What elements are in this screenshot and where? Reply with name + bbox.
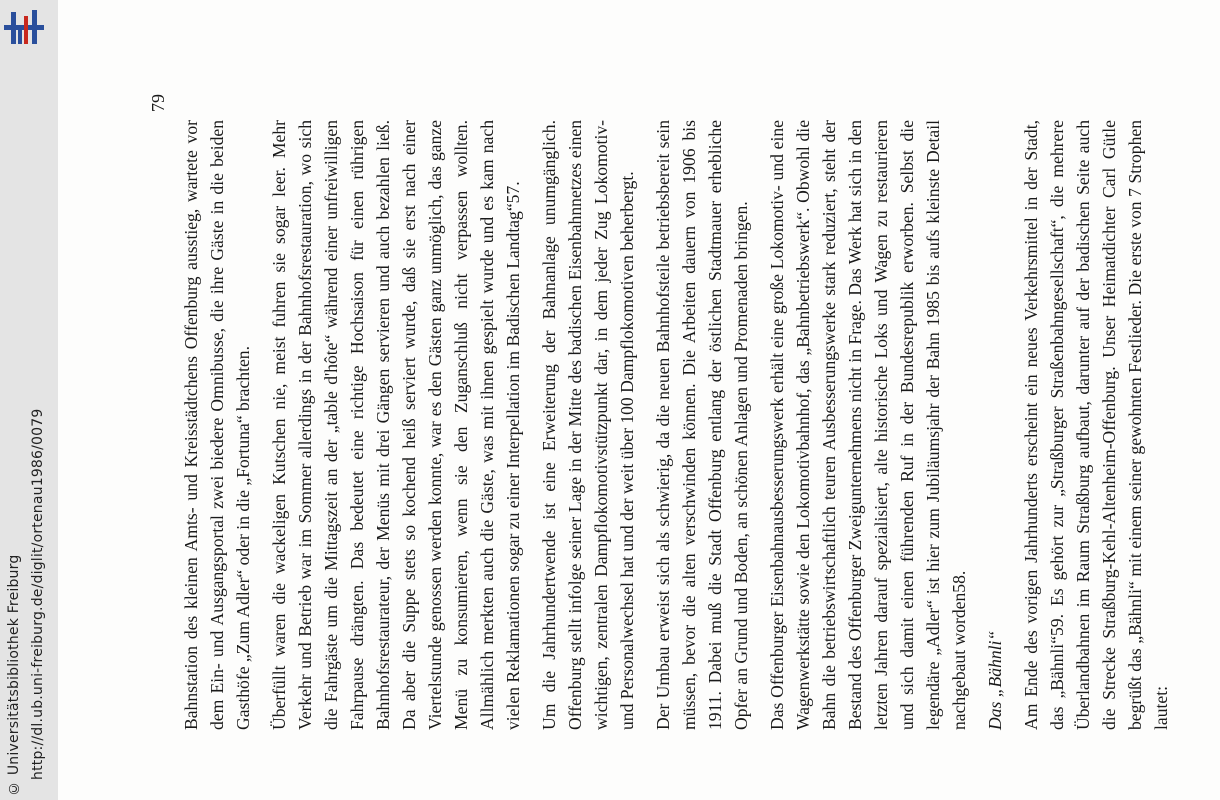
paragraph: Bahnstation des kleinen Amts- und Kreisstädtchens Offenburg ausstieg, wartete vor dem Ein- und Ausgangsportal zwei biedere Omnibusse, die ihre Gäste in die beiden Gasthöfe „Zum Adler“ oder in die „Fortuna“ brachten. [181, 120, 253, 730]
viewer-sidebar [0, 0, 58, 800]
section-heading: Das „Bähnli“ [985, 630, 1005, 730]
page-number: 79 [148, 94, 168, 112]
paragraph: Am Ende des vorigen Jahrhunderts erscheint ein neues Verkehrsmittel in der Stadt, das „Bähnli“59. Es gehört zur „Straßburger Straßenbahngesellschaft“, die mehrere Überlandbahnen im Raum Straßburg aufbaut, darunter auf der badischen Seite auch die Strecke Straßburg-Kehl-Altenheim-Offenburg. Unser Heimatdichter Carl Gütle begrüßt das „Bähnli“ mit einem seiner gewohnten Festlieder. Die erste von 7 Strophen lautet: [1021, 120, 1171, 730]
paragraph: Der Umbau erweist sich als schwierig, da die neuen Bahnhofsteile betriebsbereit sein müssen, bevor die alten verschwinden können. Die Arbeiten dauern von 1906 bis 1911. Dabei muß die Stadt Offenburg entlang der östlichen Stadtmauer erhebliche Opfer an Grund und Boden, an schönen Anlagen und Promenaden bringen. [653, 120, 751, 730]
source-url[interactable]: http://dl.ub.uni-freiburg.de/diglit/ortenau1986/0079 [30, 408, 46, 780]
university-library-logo-icon[interactable] [2, 6, 46, 50]
paragraph: Um die Jahrhundertwende ist eine Erweiterung der Bahnanlage unumgänglich. Offenburg stellt infolge seiner Lage in der Mitte des badischen Eisenbahnnetzes einen wichtigen, zentralen Dampflokomotivstützpunkt dar, in dem jeder Zug Lokomotiv- und Personalwechsel hat und der weit über 100 Dampflokomotiven beherbergt. [539, 120, 637, 730]
paragraph: Überfüllt waren die wackeligen Kutschen nie, meist fuhren sie sogar leer. Mehr Verkehr und Betrieb war im Sommer allerdings in der Bahnhofsrestauration, wo sich die Fahrgäste um die Mittagszeit an der „table d'hôte“ während einer unfreiwilligen Fahrpause drängten. Das bedeutet eine richtige Hochsaison für einen rührigen Bahnhofsrestaurateur, der Menüs mit drei Gängen servieren und auch bezahlen ließ. Da aber die Suppe stets so kochend heiß serviert wurde, daß sie erst nach einer Viertelstunde genossen werden konnte, war es den Gästen ganz unmöglich, das ganze Menü zu konsumieren, wenn sie den Zuganschluß nicht verpassen wollten. Allmählich merkten auch die Gäste, was mit ihnen gespielt wurde und es kam nach vielen Reklamationen sogar zu einer Interpellation im Badischen Landtag“57. [269, 120, 523, 730]
scanned-page [58, 0, 1220, 800]
paragraph: Das Offenburger Eisenbahnausbesserungswerk erhält eine große Lokomotiv- und eine Wagenwerkstätte sowie den Lokomotivbahnhof, das „Bahnbetriebswerk“. Obwohl die Bahn die betriebswirtschaftlich teuren Ausbesserungswerke stark reduziert, steht der Bestand des Offenburger Zweigunternehmens nicht in Frage. Das Werk hat sich in den letzten Jahren darauf spezialisiert, alte historische Loks und Wagen zu restaurieren und sich damit einen führenden Ruf in der Bundesrepublik erworben. Selbst die legendäre „Adler“ ist hier zum Jubiläumsjahr der Bahn 1985 bis aufs kleinste Detail nachgebaut worden58. [767, 120, 969, 730]
rotated-page-content [138, 20, 1178, 780]
copyright-notice: © Universitätsbibliothek Freiburg [6, 554, 22, 796]
page-body [178, 120, 1184, 730]
